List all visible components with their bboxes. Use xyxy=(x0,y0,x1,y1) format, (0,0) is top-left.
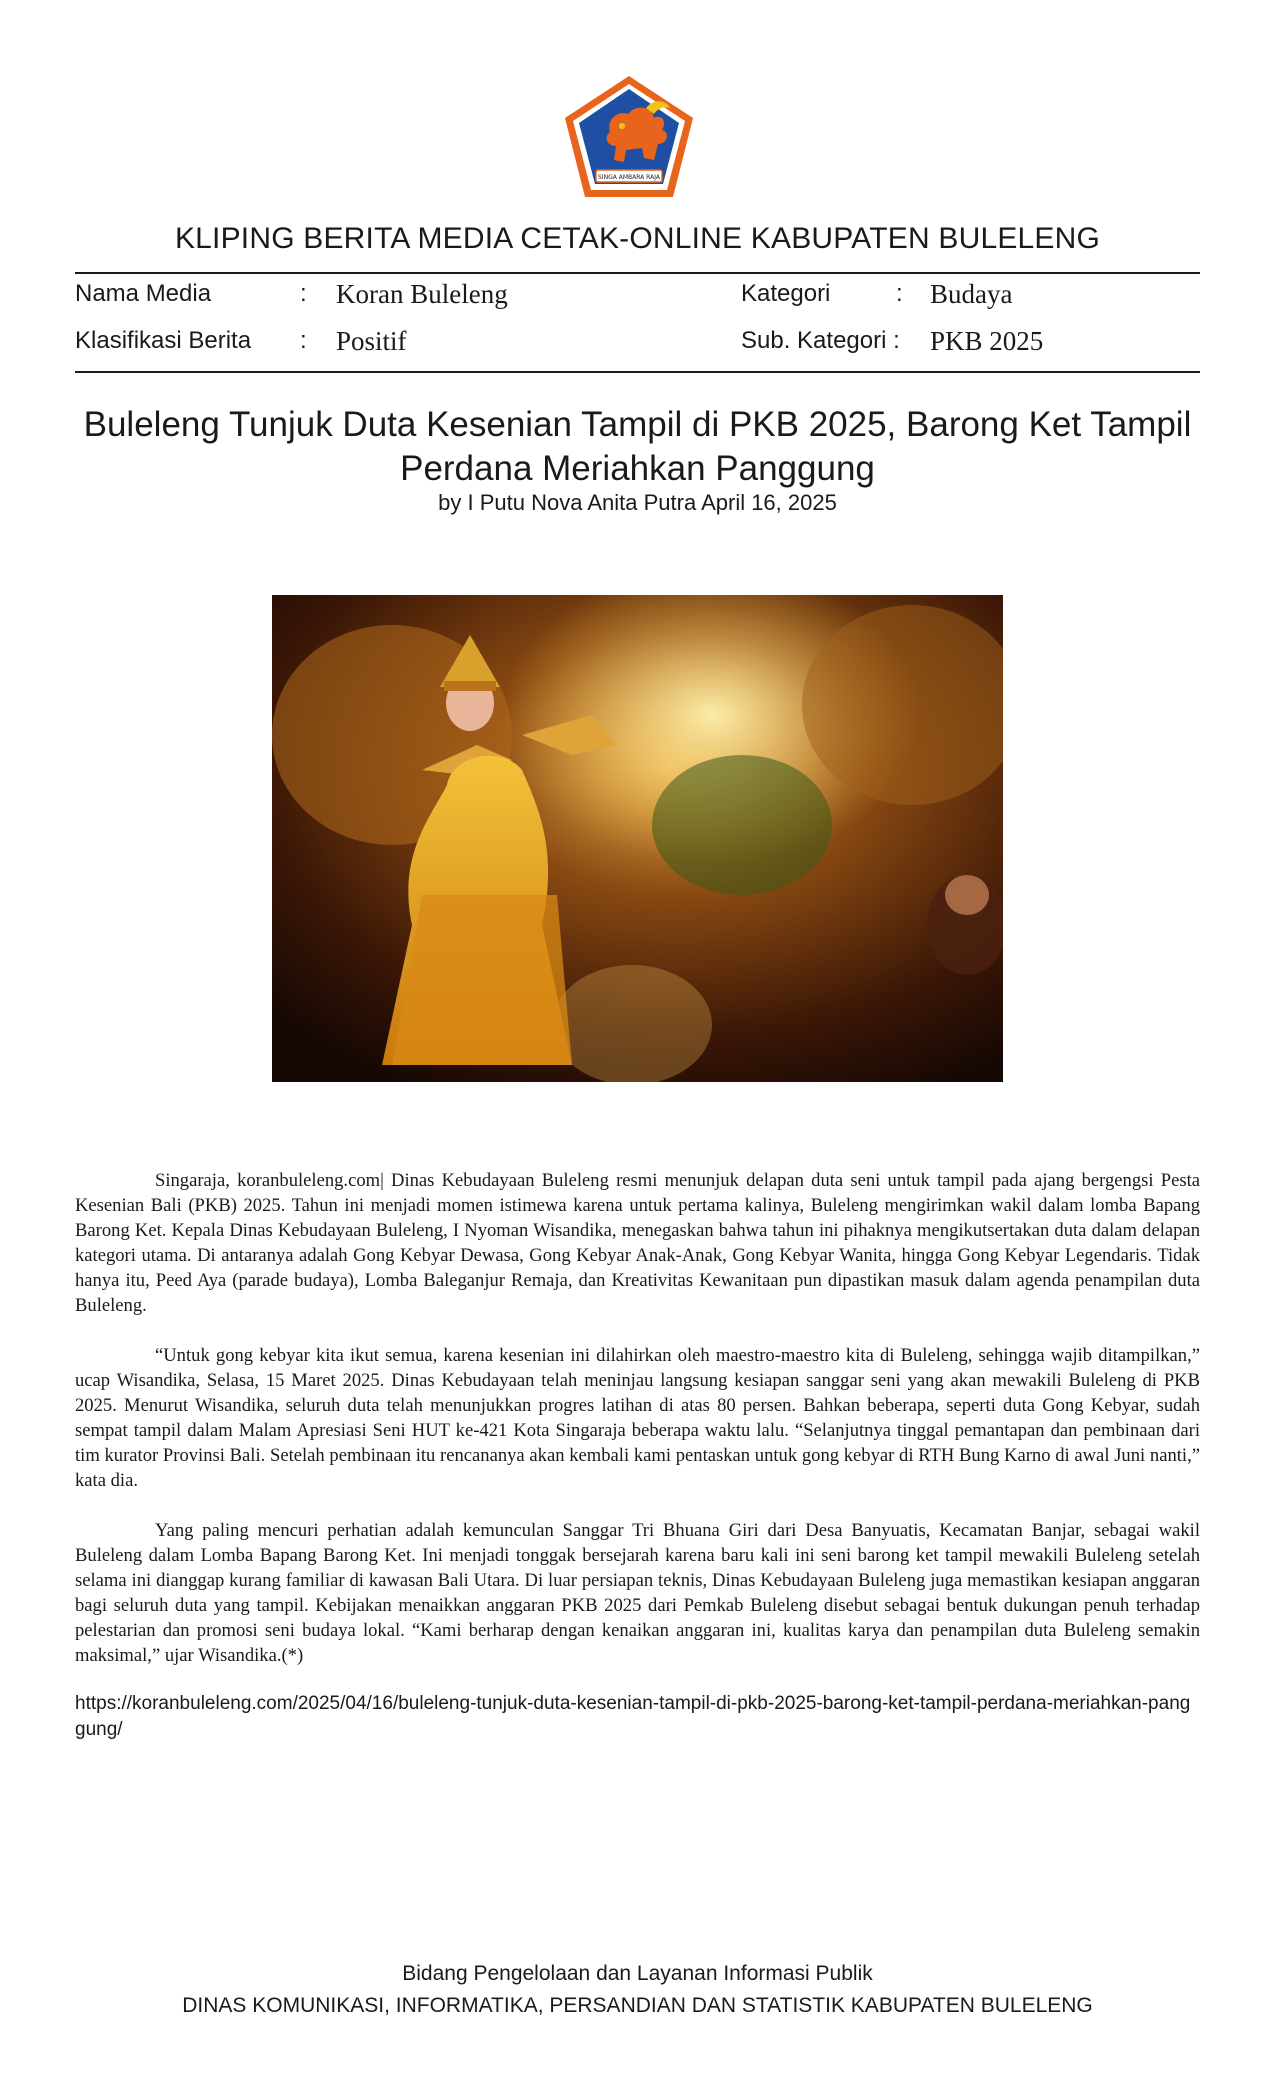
subcategory-label: Sub. Kategori : xyxy=(741,327,900,354)
classification-label: Klasifikasi Berita xyxy=(75,327,252,354)
subcategory-value: PKB 2025 xyxy=(930,326,1044,356)
classification-value: Positif xyxy=(336,326,407,356)
header-divider-top xyxy=(75,272,1200,274)
header-divider-bottom xyxy=(75,371,1200,373)
footer-department: Bidang Pengelolaan dan Layanan Informasi Publik xyxy=(402,1962,873,1985)
logo-motto-text: SINGA AMBARA RAJA xyxy=(598,174,660,181)
category-colon: : xyxy=(896,280,903,307)
media-name-label: Nama Media xyxy=(75,280,212,307)
article-headline: Buleleng Tunjuk Duta Kesenian Tampil di PKB 2025, Barong Ket Tampil Perdana Meriahkan Panggung xyxy=(83,405,1192,488)
classification-colon: : xyxy=(300,327,307,354)
clipping-header-title: KLIPING BERITA MEDIA CETAK-ONLINE KABUPATEN BULELENG xyxy=(174,222,1101,255)
article-body xyxy=(75,1168,1200,1693)
article-paragraph: Yang paling mencuri perhatian adalah kemunculan Sanggar Tri Bhuana Giri dari Desa Banyuatis, Kecamatan Banjar, sebagai wakil Buleleng dalam Lomba Bapang Barong Ket. Ini menjadi tonggak bersejarah karena baru kali ini seni barong ket tampil mewakili Buleleng setelah selama ini dianggap kurang familiar di kawasan Bali Utara. Di luar persiapan teknis, Dinas Kebudayaan Buleleng juga memastikan kesiapan anggaran bagi seluruh duta yang tampil. Kebijakan menaikkan anggaran PKB 2025 dari Pemkab Buleleng disebut sebagai bentuk dukungan penuh terhadap pelestarian dan promosi seni budaya lokal. “Kami berharap dengan kenaikan anggaran ini, kualitas karya dan penampilan duta Buleleng semakin maksimal,” ujar Wisandika.(*) xyxy=(75,1520,1200,1666)
article-byline: by I Putu Nova Anita Putra April 16, 2025 xyxy=(438,490,837,515)
article-paragraph: Singaraja, koranbuleleng.com| Dinas Kebudayaan Buleleng resmi menunjuk delapan duta seni untuk tampil pada ajang bergengsi Pesta Kesenian Bali (PKB) 2025. Tahun ini menjadi momen istimewa karena untuk pertama kalinya, Buleleng mengirimkan wakil dalam lomba Bapang Barong Ket. Kepala Dinas Kebudayaan Buleleng, I Nyoman Wisandika, menegaskan bahwa tahun ini pihaknya mengikutsertakan duta dalam delapan kategori utama. Di antaranya adalah Gong Kebyar Dewasa, Gong Kebyar Anak-Anak, Gong Kebyar Wanita, hingga Gong Kebyar Legendaris. Tidak hanya itu, Peed Aya (parade budaya), Lomba Baleganjur Remaja, dan Kreativitas Kewanitaan pun dipastikan masuk dalam agenda penampilan duta Buleleng. xyxy=(75,1170,1200,1316)
category-value: Budaya xyxy=(930,279,1013,309)
media-name-value: Koran Buleleng xyxy=(336,279,508,309)
article-source-link[interactable]: https://koranbuleleng.com/2025/04/16/buleleng-tunjuk-duta-kesenian-tampil-di-pkb-2025-barong-ket-tampil-perdana-meriahkan-panggung/ xyxy=(75,1693,1191,1740)
article-photo-dancer xyxy=(272,595,1003,1082)
buleleng-emblem-logo xyxy=(562,74,696,200)
article-paragraph: “Untuk gong kebyar kita ikut semua, karena kesenian ini dilahirkan oleh maestro-maestro kita di Buleleng, sehingga wajib ditampilkan,” ucap Wisandika, Selasa, 15 Maret 2025. Dinas Kebudayaan telah meninjau langsung kesiapan sanggar seni yang akan mewakili Buleleng di PKB 2025. Menurut Wisandika, seluruh duta telah menunjukkan progres latihan di atas 80 persen. Bahkan beberapa, seperti duta Gong Kebyar, sudah sempat tampil dalam Malam Apresiasi Seni HUT ke-421 Kota Singaraja beberapa waktu lalu. “Selanjutnya tinggal pemantapan dan pembinaan dari tim kurator Provinsi Bali. Setelah pembinaan itu rencananya akan kembali kami pentaskan untuk gong kebyar di RTH Bung Karno di awal Juni nanti,” kata dia. xyxy=(75,1345,1200,1491)
category-label: Kategori xyxy=(741,280,831,307)
media-name-colon: : xyxy=(300,280,307,307)
footer-agency: DINAS KOMUNIKASI, INFORMATIKA, PERSANDIAN DAN STATISTIK KABUPATEN BULELENG xyxy=(182,1994,1093,2017)
